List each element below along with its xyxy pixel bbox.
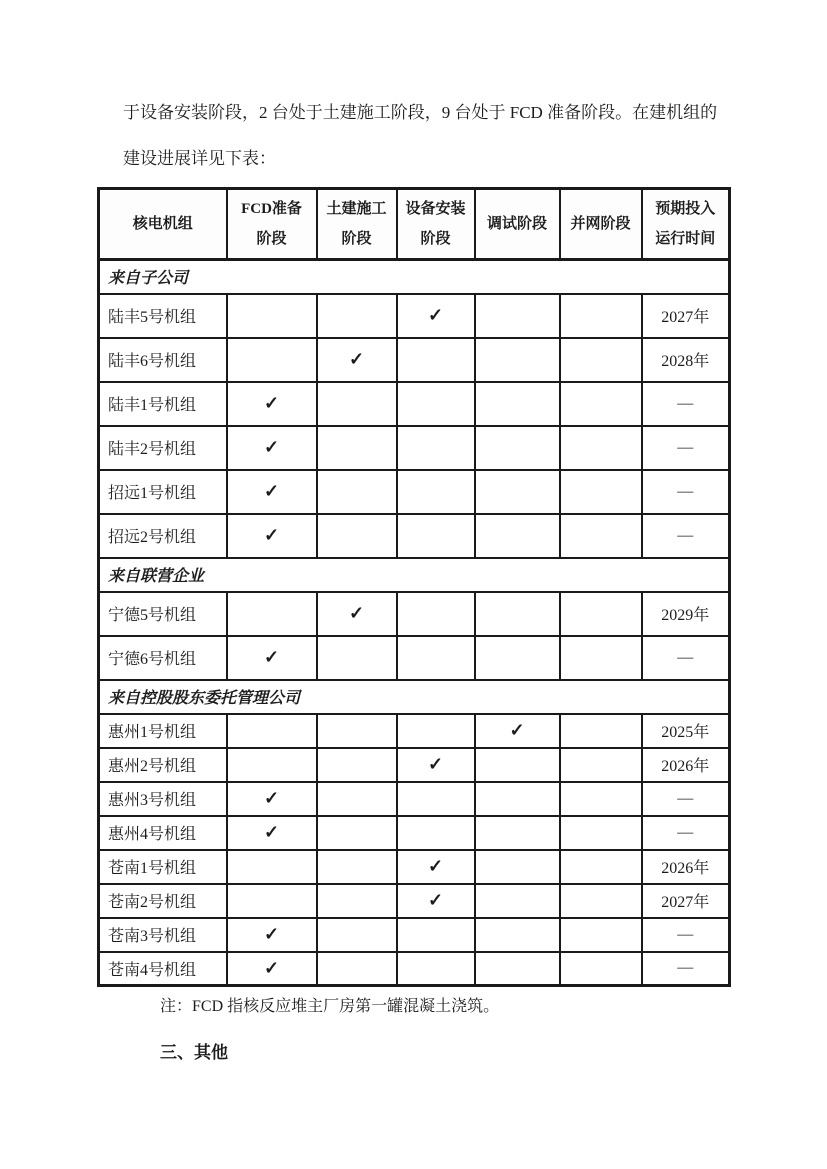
checkmark-icon: ✓ [427,754,444,774]
phase-cell-install [397,782,475,816]
phase-cell-grid [560,514,642,558]
unit-name-cell: 苍南2号机组 [99,884,227,918]
phase-cell-fcd [227,514,317,558]
phase-cell-grid [560,338,642,382]
table-row [99,748,730,782]
checkmark-icon: ✓ [348,603,365,623]
expected-year-cell: 2025年 [642,714,730,748]
phase-cell-commissioning [475,782,560,816]
phase-cell-civil [317,884,397,918]
table-row [99,714,730,748]
phase-cell-fcd [227,636,317,680]
column-header-line: FCD准备 [241,201,302,217]
phase-cell-commissioning [475,382,560,426]
table-row [99,884,730,918]
table-row [99,918,730,952]
phase-cell-install [397,952,475,986]
phase-cell-commissioning [475,592,560,636]
phase-cell-grid [560,918,642,952]
table-header [99,189,730,260]
column-header-line: 运行时间 [655,231,716,247]
unit-name-cell: 陆丰5号机组 [99,294,227,338]
checkmark-icon: ✓ [427,856,444,876]
phase-cell-civil [317,636,397,680]
intro-line-1: 于设备安装阶段，2 台处于土建施工阶段，9 台处于 FCD 准备阶段。在建机组的 [123,103,718,122]
phase-cell-grid [560,636,642,680]
unit-name-cell: 陆丰1号机组 [99,382,227,426]
checkmark-icon: ✓ [263,525,280,545]
table-row [99,816,730,850]
section-title: 来自联营企业 [99,558,730,592]
phase-cell-civil [317,952,397,986]
expected-year-cell: — [642,816,730,850]
phase-cell-fcd [227,816,317,850]
phase-cell-civil [317,382,397,426]
unit-name-cell: 苍南3号机组 [99,918,227,952]
checkmark-icon: ✓ [427,305,444,325]
table-row [99,294,730,338]
phase-cell-grid [560,592,642,636]
checkmark-icon: ✓ [263,437,280,457]
phase-cell-commissioning [475,850,560,884]
column-header-line: 阶段 [341,231,372,247]
phase-cell-grid [560,884,642,918]
expected-year-cell: — [642,782,730,816]
phase-cell-fcd [227,918,317,952]
expected-year-cell: — [642,918,730,952]
section-title: 来自子公司 [99,260,730,294]
phase-cell-grid [560,382,642,426]
phase-cell-fcd [227,782,317,816]
section-title-row [99,558,730,592]
phase-cell-commissioning [475,952,560,986]
expected-year-cell: 2029年 [642,592,730,636]
column-header-unit [99,189,227,260]
section-title-row [99,680,730,714]
phase-cell-civil [317,782,397,816]
column-header-line: 土建施工 [326,201,387,217]
checkmark-icon: ✓ [263,957,280,978]
phase-cell-install [397,714,475,748]
phase-cell-commissioning [475,636,560,680]
unit-name-cell: 招远1号机组 [99,470,227,514]
unit-name-cell: 陆丰6号机组 [99,338,227,382]
phase-cell-install [397,850,475,884]
phase-cell-fcd [227,850,317,884]
phase-cell-fcd [227,426,317,470]
phase-cell-commissioning [475,918,560,952]
table-body [99,260,730,986]
phase-cell-civil [317,470,397,514]
phase-cell-commissioning [475,426,560,470]
table-row [99,952,730,986]
phase-cell-install [397,592,475,636]
table-row [99,382,730,426]
table-row [99,636,730,680]
table-row [99,592,730,636]
phase-cell-install [397,426,475,470]
phase-cell-grid [560,952,642,986]
table-row [99,782,730,816]
phase-cell-grid [560,470,642,514]
checkmark-icon: ✓ [263,924,280,944]
construction-progress-table [97,187,731,987]
phase-cell-grid [560,850,642,884]
unit-name-cell: 惠州1号机组 [99,714,227,748]
phase-cell-commissioning [475,338,560,382]
phase-cell-install [397,884,475,918]
checkmark-icon: ✓ [263,647,280,667]
phase-cell-civil [317,714,397,748]
phase-cell-install [397,748,475,782]
phase-cell-fcd [227,338,317,382]
column-header-civil [317,189,397,260]
column-header-install [397,189,475,260]
phase-cell-fcd [227,952,317,986]
expected-year-cell: — [642,426,730,470]
phase-cell-fcd [227,714,317,748]
phase-cell-fcd [227,382,317,426]
section-title: 来自控股股东委托管理公司 [99,680,730,714]
expected-year-cell: 2027年 [642,884,730,918]
phase-cell-commissioning [475,748,560,782]
phase-cell-civil [317,592,397,636]
phase-cell-fcd [227,748,317,782]
phase-cell-civil [317,850,397,884]
column-header-grid [560,189,642,260]
intro-paragraph [123,90,743,182]
unit-name-cell: 苍南4号机组 [99,952,227,986]
phase-cell-fcd [227,884,317,918]
unit-name-cell: 苍南1号机组 [99,850,227,884]
column-header-fcd [227,189,317,260]
phase-cell-commissioning [475,714,560,748]
phase-cell-install [397,636,475,680]
phase-cell-civil [317,338,397,382]
section-title-row [99,260,730,294]
column-header-commissioning [475,189,560,260]
intro-line-2: 建设进展详见下表： [123,149,276,168]
phase-cell-civil [317,748,397,782]
header-row [99,189,730,260]
checkmark-icon: ✓ [348,349,365,369]
column-header-expected [642,189,730,260]
phase-cell-commissioning [475,294,560,338]
column-header-line: 调试阶段 [486,216,547,232]
expected-year-cell: 2026年 [642,850,730,884]
unit-name-cell: 陆丰2号机组 [99,426,227,470]
checkmark-icon: ✓ [263,788,280,808]
phase-cell-civil [317,514,397,558]
phase-cell-civil [317,426,397,470]
phase-cell-fcd [227,592,317,636]
checkmark-icon: ✓ [509,720,525,740]
column-header-line: 核电机组 [132,216,193,232]
phase-cell-install [397,338,475,382]
phase-cell-civil [317,816,397,850]
unit-name-cell: 惠州4号机组 [99,816,227,850]
unit-name-cell: 惠州3号机组 [99,782,227,816]
table-row [99,470,730,514]
phase-cell-fcd [227,470,317,514]
phase-cell-grid [560,816,642,850]
phase-cell-install [397,514,475,558]
expected-year-cell: 2028年 [642,338,730,382]
table-row [99,338,730,382]
table-row [99,514,730,558]
phase-cell-install [397,470,475,514]
expected-year-cell: — [642,952,730,986]
checkmark-icon: ✓ [263,822,280,842]
checkmark-icon: ✓ [427,890,444,910]
phase-cell-commissioning [475,514,560,558]
column-header-line: 预期投入 [655,201,716,217]
expected-year-cell: — [642,470,730,514]
table-row [99,850,730,884]
phase-cell-commissioning [475,816,560,850]
phase-cell-grid [560,748,642,782]
column-header-line: 并网阶段 [570,216,631,232]
checkmark-icon: ✓ [263,481,280,501]
phase-cell-grid [560,294,642,338]
table-footnote: 注：FCD 指核反应堆主厂房第一罐混凝土浇筑。 [160,998,500,1015]
phase-cell-fcd [227,294,317,338]
phase-cell-install [397,918,475,952]
column-header-line: 阶段 [256,231,287,247]
unit-name-cell: 惠州2号机组 [99,748,227,782]
phase-cell-install [397,294,475,338]
phase-cell-civil [317,294,397,338]
expected-year-cell: — [642,514,730,558]
phase-cell-commissioning [475,470,560,514]
phase-cell-grid [560,426,642,470]
phase-cell-commissioning [475,884,560,918]
expected-year-cell: 2026年 [642,748,730,782]
phase-cell-install [397,816,475,850]
table-row [99,426,730,470]
phase-cell-grid [560,714,642,748]
unit-name-cell: 宁德6号机组 [99,636,227,680]
expected-year-cell: — [642,382,730,426]
phase-cell-install [397,382,475,426]
expected-year-cell: — [642,636,730,680]
column-header-line: 阶段 [420,231,451,247]
section-heading: 三、其他 [160,1043,228,1062]
expected-year-cell: 2027年 [642,294,730,338]
checkmark-icon: ✓ [263,393,280,413]
phase-cell-grid [560,782,642,816]
unit-name-cell: 招远2号机组 [99,514,227,558]
phase-cell-civil [317,918,397,952]
column-header-line: 设备安装 [405,201,466,217]
unit-name-cell: 宁德5号机组 [99,592,227,636]
